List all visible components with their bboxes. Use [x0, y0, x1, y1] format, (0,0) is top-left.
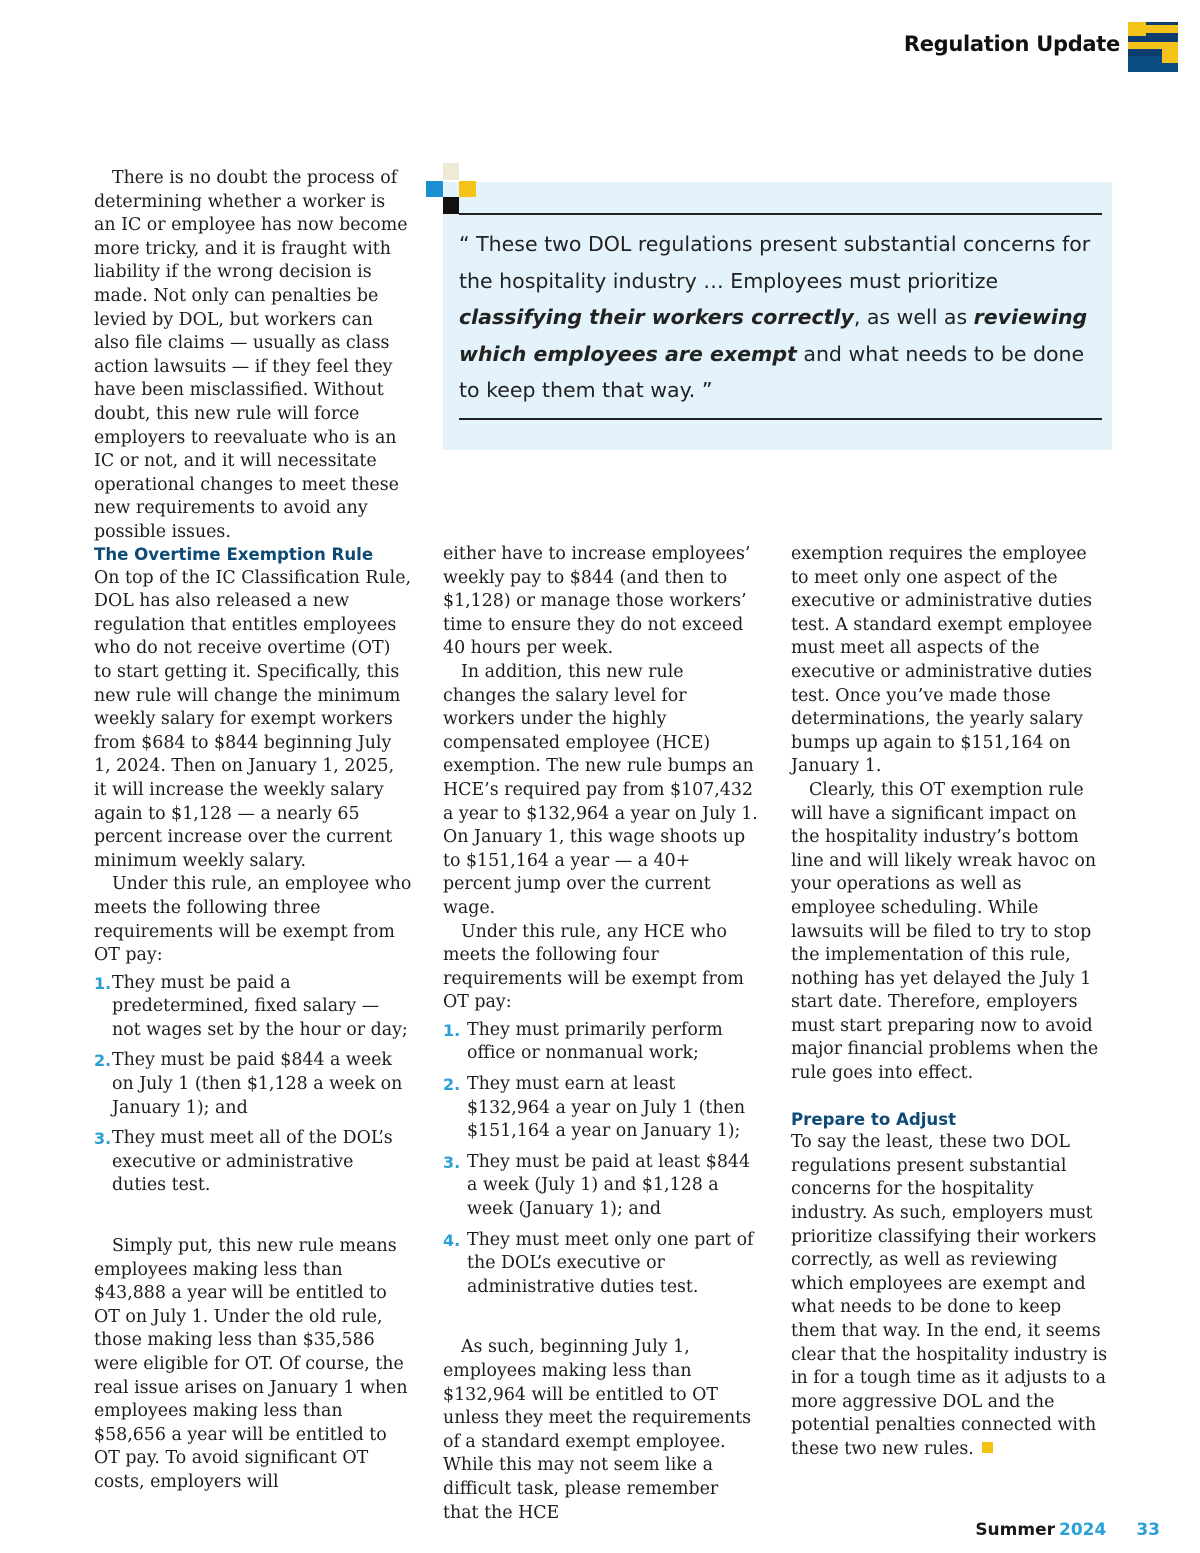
col3-paragraph-2: Clearly, this OT exemption rule will have a significant impact on the hospitality industry’s bottom line and will likely wreak havoc on your operations as well as employee scheduling. While lawsuits will be filed to try to stop the implementation of this rule, nothing has yet delayed the July 1 start date. Therefore, employers must start preparing now to avoid major financial problems when the rule goes into effect. — [791, 779, 1099, 1084]
page-number: 33 — [1136, 1520, 1160, 1540]
page-footer — [975, 1520, 1160, 1540]
quote-top-rule — [459, 213, 1102, 215]
list-item-text: They must be paid at least $844 a week (July 1) and $1,128 a week (January 1); and — [467, 1151, 751, 1220]
list-item-text: They must be paid $844 a week on July 1 (then $1,128 a week on January 1); and — [112, 1050, 403, 1118]
col2-paragraph-2: In addition, this new rule changes the salary level for workers under the highly compensated employee (HCE) exemption. The new rule bumps an HCE’s required pay from $107,432 a year to $132,964 a year on July 1. On January 1, this wage shoots up to $151,164 a year — a 40+ percent jump over the current wage. — [443, 661, 758, 918]
pull-quote-box — [443, 182, 1112, 450]
quote-deco-square-beige — [443, 163, 459, 180]
column-2 — [443, 543, 759, 1525]
list-item-text: They must meet only one part of the DOL’s executive or administrative duties test. — [467, 1229, 754, 1297]
col2-paragraph-3: Under this rule, any HCE who meets the following four requirements will be exempt from OT pay: — [443, 921, 744, 1013]
section-heading-prepare: Prepare to Adjust — [791, 1109, 957, 1129]
end-mark-icon — [982, 1442, 993, 1453]
quote-close-mark: ” — [701, 378, 713, 402]
col1-paragraph-3: Simply put, this new rule means employees making less than $43,888 a year will be entitled to OT on July 1. Under the old rule, those making less than $35,586 were eligible for OT. Of course, the real issue arises on January 1 when employees making less than $58,656 a year will be entitled to OT pay. To avoid significant OT costs, employers will — [94, 1236, 408, 1492]
list-number: 2. — [94, 1051, 112, 1071]
quote-deco-square-yellow — [459, 181, 476, 197]
col3-paragraph-3 — [791, 1131, 1109, 1461]
list-item-text: They must earn at least $132,964 a year on July 1 (then $151,164 a year on January 1); — [467, 1074, 746, 1142]
col2-paragraph-1: either have to increase employees’ weekly pay to $844 (and then to $1,128) or manage those workers’ time to ensure they do not exceed 40 hours per week. — [443, 544, 751, 659]
issue-year: 2024 — [1059, 1520, 1107, 1540]
hce-requirements-list — [443, 1019, 759, 1300]
list-item-text: They must primarily perform office or nonmanual work; — [467, 1019, 723, 1064]
quote-bold-1: classifying their workers correctly — [459, 305, 854, 329]
section-label: Regulation Update — [903, 32, 1120, 56]
col1-paragraph-2: Under this rule, an employee who meets the following three requirements will be exempt from OT pay: — [94, 874, 412, 966]
list-number: 3. — [94, 1129, 112, 1149]
col3-paragraph-1: exemption requires the employee to meet only one aspect of the executive or administrative duties test. A standard exempt employee must meet all aspects of the executive or administrative duties test. Once you’ve made those determinations, the yearly salary bumps up again to $151,164 on January 1. — [791, 544, 1093, 777]
quote-bottom-rule — [459, 418, 1102, 420]
col3-paragraph-3-text: To say the least, these two DOL regulations present substantial concerns for the hospitality industry. As such, employers must prioritize classifying their workers correctly, as well as reviewing which employees are exempt and what needs to be done to keep them that way. In the end, it seems clear that the hospitality industry is in for a tough time as it adjusts to a more aggressive DOL and the potential penalties connected with these two new rules. — [791, 1132, 1108, 1459]
col1-paragraph-1: On top of the IC Classification Rule, DOL has also released a new regulation that entitles employees who do not receive overtime (OT) to start getting it. Specifically, this new rule will change the minimum weekly salary for exempt workers from $684 to $844 beginning July 1, 2024. Then on January 1, 2025, it will increase the weekly salary again to $1,128 — a nearly 65 percent increase over the current minimum weekly salary. — [94, 567, 412, 871]
column-3 — [791, 543, 1109, 1462]
quote-open-mark: “ — [459, 232, 470, 256]
list-number: 1. — [443, 1020, 461, 1040]
list-number: 4. — [443, 1230, 461, 1250]
quote-part-2: , as well as — [853, 305, 974, 329]
intro-paragraph: There is no doubt the process of determining whether a worker is an IC or employee has now become more tricky, and it is fraught with liability if the wrong decision is made. Not only can penalties be levied by DOL, but workers can also file claims — usually as class action lawsuits — if they feel they have been misclassified. Without doubt, this new rule will force employers to reevaluate who is an IC or not, and it will necessitate operational changes to meet these new requirements to avoid any possible issues. — [94, 168, 408, 542]
list-item — [443, 1151, 759, 1222]
list-number: 1. — [94, 973, 112, 993]
list-number: 2. — [443, 1075, 461, 1095]
list-number: 3. — [443, 1152, 461, 1172]
quote-part-1: These two DOL regulations present substantial concerns for the hospitality industry … Employees must prioritize — [459, 232, 1091, 293]
col2-paragraph-4: As such, beginning July 1, employees making less than $132,964 will be entitled to OT unless they meet the requirements of a standard exempt employee. While this may not seem like a difficult task, please remember that the HCE — [443, 1337, 752, 1523]
list-item-text: They must meet all of the DOL’s executive or administrative duties test. — [112, 1128, 393, 1196]
section-heading-overtime: The Overtime Exemption Rule — [94, 545, 374, 564]
list-item — [94, 1049, 412, 1120]
list-item — [94, 972, 412, 1043]
pull-quote-text — [459, 226, 1099, 409]
quote-deco-square-blue — [426, 181, 443, 197]
list-item — [443, 1019, 759, 1066]
issue-season: Summer — [975, 1520, 1055, 1540]
quote-deco-square-black — [443, 197, 459, 214]
list-item — [443, 1229, 759, 1300]
brand-logo-icon — [1128, 22, 1178, 72]
quote-bold-2: reviewing which employees are exempt — [459, 305, 1088, 366]
list-item — [94, 1127, 412, 1198]
quote-part-3: and what needs to be done to keep them that way. — [459, 341, 1085, 402]
intro-column — [94, 167, 412, 545]
column-1 — [94, 543, 412, 1495]
exempt-requirements-list — [94, 972, 412, 1198]
list-item — [443, 1073, 759, 1144]
list-item-text: They must be paid a predetermined, fixed salary — not wages set by the hour or day; — [112, 972, 408, 1040]
